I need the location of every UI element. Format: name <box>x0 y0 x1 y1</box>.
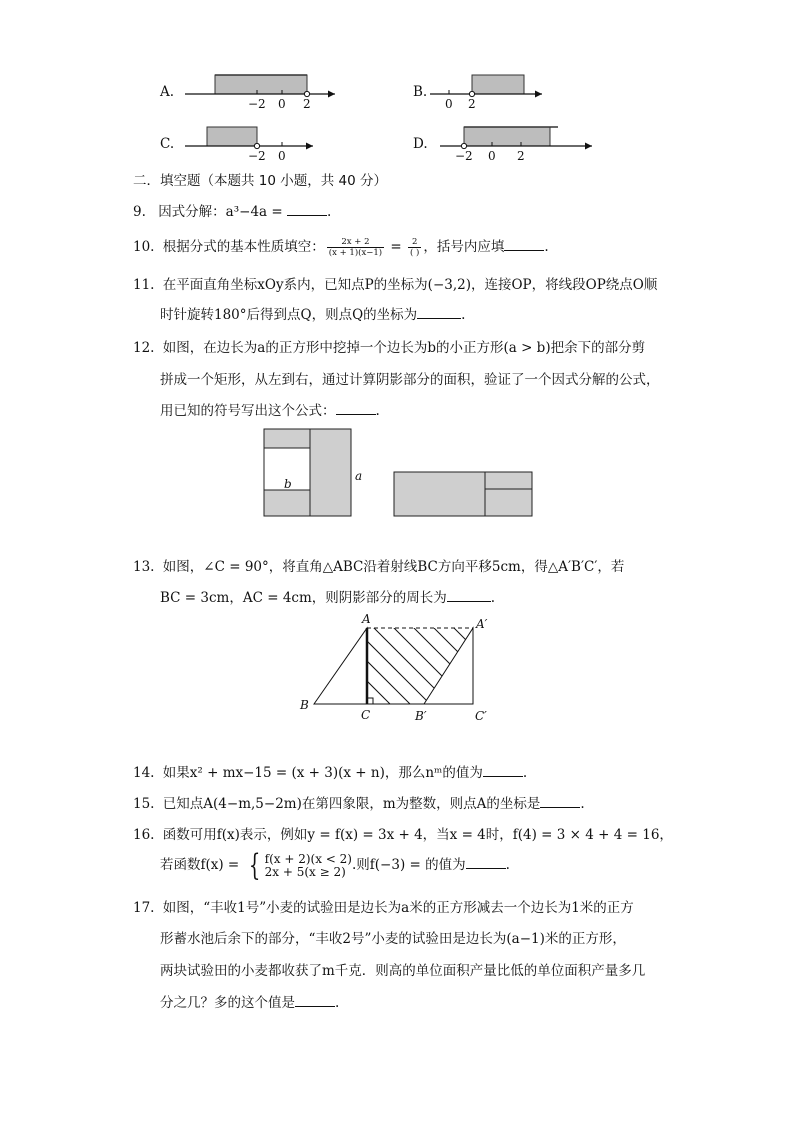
period: . <box>580 796 585 812</box>
tick-label: 2 <box>303 97 311 111</box>
question-number: 17. <box>133 900 155 916</box>
tick-label: 2 <box>517 149 525 163</box>
period: . <box>544 239 549 255</box>
question-line: 时针旋转180°后得到点Q，则点Q的坐标为 <box>160 307 418 323</box>
question-11-line2 <box>160 306 465 324</box>
period: . <box>327 204 332 220</box>
question-11 <box>133 276 657 294</box>
answer-blank[interactable] <box>504 238 544 251</box>
option-d-label: D. <box>413 136 428 152</box>
question-line: 拼成一个矩形，从左到右，通过计算阴影部分的面积，验证了一个因式分解的公式， <box>160 372 660 388</box>
question-10 <box>133 237 549 258</box>
question-17-line4 <box>160 994 339 1012</box>
question-line: 用已知的符号写出这个公式： <box>160 403 336 419</box>
question-13 <box>133 558 624 576</box>
label-B: B <box>300 698 309 712</box>
question-9 <box>133 203 331 221</box>
fraction-left: $\frac{2x + 2}{(x + 1)(x-1)}$ <box>328 237 383 258</box>
question-text-tail: .则f(−3) = 的值为 <box>351 857 466 873</box>
label-C: C <box>361 708 371 722</box>
question-number: 16. <box>133 827 155 843</box>
question-12-line3 <box>160 402 380 420</box>
label-C-prime: C′ <box>475 709 487 723</box>
question-text: 因式分解：a³−4a = <box>158 204 287 220</box>
question-16 <box>133 826 673 844</box>
equals-sign: = <box>386 239 407 255</box>
left-brace: { <box>248 847 260 883</box>
question-number: 15. <box>133 796 155 812</box>
question-text: 如果x² + mx−15 = (x + 3)(x + n)，那么nᵐ的值为 <box>162 765 483 781</box>
period: . <box>522 765 528 781</box>
question-line: 如图，∠C = 90°，将直角△ABC沿着射线BC方向平移5cm，得△A′B′C′，若 <box>162 559 625 575</box>
tick-label: 0 <box>278 97 286 111</box>
tick-label: −2 <box>248 97 266 111</box>
question-line: 两块试验田的小麦都收获了m千克．则高的单位面积产量比低的单位面积产量多几 <box>160 963 646 979</box>
option-b-number-line <box>430 70 550 115</box>
question-15 <box>133 795 585 813</box>
answer-blank[interactable] <box>287 203 327 216</box>
label-B-prime: B′ <box>415 709 427 723</box>
question-14 <box>133 764 527 782</box>
question-number: 13. <box>133 559 155 575</box>
answer-blank[interactable] <box>417 306 461 319</box>
question-number: 11. <box>133 277 155 293</box>
question-line: 函数可用f(x)表示，例如y = f(x) = 3x + 4，当x = 4时，f(4) = 3 × 4 + 4 = 16， <box>162 827 673 843</box>
section-title: 二．填空题（本题共 10 小题，共 40 分） <box>133 173 388 189</box>
question-number: 10. <box>133 239 155 255</box>
piecewise-cases: f(x + 2)(x < 2) 2x + 5(x ≥ 2) <box>264 851 352 879</box>
period: . <box>461 307 466 323</box>
question-number: 14. <box>133 765 155 781</box>
question-line: 分之几？多的这个值是 <box>160 995 295 1011</box>
option-c-number-line <box>185 122 325 167</box>
answer-blank[interactable] <box>295 994 335 1007</box>
question-line: 如图，在边长为a的正方形中挖掉一个边长为b的小正方形(a > b)把余下的部分剪 <box>162 340 646 356</box>
answer-blank[interactable] <box>466 856 506 869</box>
q13-figure <box>298 612 498 724</box>
q12-figure <box>262 427 537 519</box>
question-17 <box>133 899 634 917</box>
question-13-line2 <box>160 589 495 607</box>
question-line: 形蓄水池后余下的部分，“丰收2号”小麦的试验田是边长为(a−1)米的正方形， <box>160 931 626 947</box>
question-text: 若函数f(x) = <box>160 857 244 873</box>
question-number: 12. <box>133 340 155 356</box>
period: . <box>505 857 510 873</box>
answer-blank[interactable] <box>447 589 491 602</box>
option-b-label: B. <box>413 84 428 100</box>
label-A-prime: A′ <box>476 617 488 631</box>
tick-label: −2 <box>455 149 473 163</box>
question-16-line2 <box>160 847 510 883</box>
tick-label: 0 <box>278 149 286 163</box>
question-text-tail: ，括号内应填 <box>423 239 505 255</box>
tick-label: 2 <box>468 97 476 111</box>
answer-blank[interactable] <box>336 402 376 415</box>
period: . <box>490 590 496 606</box>
tick-label: −2 <box>248 149 266 163</box>
period: . <box>375 403 380 419</box>
option-a-number-line <box>185 70 345 115</box>
question-line: BC = 3cm，AC = 4cm，则阴影部分的周长为 <box>160 590 447 606</box>
option-c-label: C. <box>160 136 175 152</box>
fraction-right: $\frac{2}{( )}$ <box>410 237 420 258</box>
answer-blank[interactable] <box>540 795 580 808</box>
question-text: 根据分式的基本性质填空： <box>162 239 325 255</box>
question-text: 已知点A(4−m,5−2m)在第四象限，m为整数，则点A的坐标是 <box>162 796 541 812</box>
label-A: A <box>362 612 371 626</box>
tick-label: 0 <box>445 97 453 111</box>
option-a-label: A. <box>160 84 175 100</box>
question-number: 9. <box>133 204 146 220</box>
question-12 <box>133 339 645 357</box>
option-d-number-line <box>440 122 600 167</box>
label-a: a <box>355 469 363 483</box>
tick-label: 0 <box>488 149 496 163</box>
question-line: 在平面直角坐标xOy系内，已知点P的坐标为(−3,2)，连接OP，将线段OP绕点O顺 <box>162 277 658 293</box>
question-line: 如图，“丰收1号”小麦的试验田是边长为a米的正方形减去一个边长为1米的正方 <box>162 900 634 916</box>
answer-blank[interactable] <box>483 764 523 777</box>
label-b: b <box>284 477 292 491</box>
period: . <box>335 995 340 1011</box>
